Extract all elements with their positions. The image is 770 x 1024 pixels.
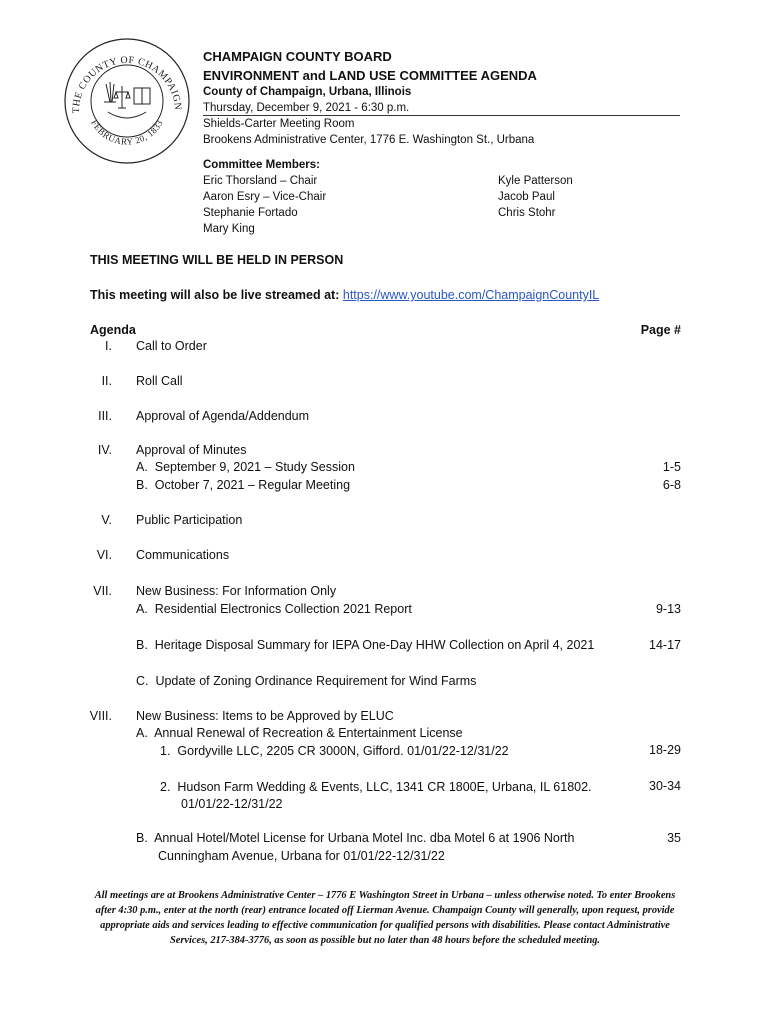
- seal-top-text: THE COUNTY OF CHAMPAIGN: [70, 54, 184, 114]
- subitem-letter: B.: [136, 478, 148, 492]
- svg-text:FEBRUARY 20, 1833: [89, 118, 165, 147]
- committee-member: Mary King: [203, 223, 255, 235]
- committee-member: Chris Stohr: [498, 207, 556, 219]
- committee-member: Stephanie Fortado: [203, 207, 298, 219]
- agenda-item-title: Communications: [136, 548, 230, 562]
- agenda-heading: Agenda: [90, 323, 136, 337]
- committee-member: Jacob Paul: [498, 191, 555, 203]
- agenda-subitem: [136, 726, 463, 740]
- subitem-page: 9-13: [655, 602, 681, 616]
- subitem-letter: C.: [136, 674, 149, 688]
- subitem-text: Annual Hotel/Motel License for Urbana Motel Inc. dba Motel 6 at 1906 North: [154, 831, 575, 845]
- svg-text:SEAL OF THE COUNTY OF CHAMPAIG: [62, 36, 183, 113]
- in-person-notice: THIS MEETING WILL BE HELD IN PERSON: [90, 253, 344, 267]
- agenda-subsubitem: [160, 779, 592, 796]
- subitem-letter: B.: [136, 831, 148, 845]
- subitem-page: 1-5: [662, 460, 681, 474]
- subitem-letter: A.: [136, 726, 148, 740]
- county-seal: [62, 36, 192, 166]
- subitem-text: Annual Renewal of Recreation & Entertainment License: [154, 726, 463, 740]
- committee-member: Kyle Patterson: [498, 175, 573, 187]
- subitem-text: Residential Electronics Collection 2021 Report: [154, 602, 412, 616]
- subitem-page: 14-17: [649, 638, 681, 652]
- agenda-item-number: VII.: [93, 584, 112, 598]
- committee-member: Aaron Esry – Vice-Chair: [203, 191, 327, 203]
- agenda-title: ENVIRONMENT and LAND USE COMMITTEE AGENDA: [203, 68, 537, 83]
- subitem-page: 30-34: [649, 779, 681, 793]
- agenda-subitem: [136, 602, 412, 616]
- subitem-letter: A.: [136, 602, 148, 616]
- youtube-link[interactable]: https://www.youtube.com/ChampaignCountyIL: [342, 288, 600, 302]
- subitem-letter: B.: [136, 638, 148, 652]
- subitem-text: October 7, 2021 – Regular Meeting: [154, 478, 351, 492]
- agenda-item-title: Approval of Minutes: [136, 443, 247, 457]
- committee-member: Eric Thorsland – Chair: [203, 175, 318, 187]
- subitem-text: September 9, 2021 – Study Session: [154, 460, 355, 474]
- agenda-subitem: [136, 674, 476, 688]
- live-stream-label: This meeting will also be live streamed at:: [90, 288, 340, 302]
- committee-label: Committee Members:: [203, 159, 320, 171]
- agenda-item-number: III.: [98, 409, 112, 423]
- subitem-page: 18-29: [649, 743, 681, 757]
- agenda-subitem: [136, 638, 594, 652]
- subsubitem-number: 2.: [160, 780, 171, 794]
- board-title: CHAMPAIGN COUNTY BOARD: [203, 49, 392, 64]
- subsubitem-text-continued: 01/01/22-12/31/22: [181, 797, 283, 811]
- agenda-subitem: [136, 478, 350, 492]
- subsubitem-number: 1.: [160, 744, 171, 758]
- subsubitem-text: Hudson Farm Wedding & Events, LLC, 1341 CR 1800E, Urbana, IL 61802.: [177, 780, 592, 794]
- subitem-page: 35: [667, 831, 681, 845]
- agenda-item-title: New Business: For Information Only: [136, 584, 337, 598]
- agenda-item-number: VIII.: [89, 709, 112, 723]
- subitem-letter: A.: [136, 460, 148, 474]
- meeting-address: Brookens Administrative Center, 1776 E. Washington St., Urbana: [203, 134, 535, 146]
- agenda-item-number: IV.: [97, 443, 112, 457]
- seal-graphic: [62, 36, 192, 166]
- agenda-item-number: V.: [101, 513, 112, 527]
- agenda-item-title: Public Participation: [136, 513, 243, 527]
- agenda-subitem: [136, 831, 574, 845]
- agenda-item-title: Call to Order: [136, 339, 207, 353]
- county-location: County of Champaign, Urbana, Illinois: [203, 86, 412, 98]
- subsubitem-text: Gordyville LLC, 2205 CR 3000N, Gifford. 01/01/22-12/31/22: [177, 744, 509, 758]
- agenda-item-number: I.: [105, 339, 112, 353]
- subitem-text-continued: Cunningham Avenue, Urbana for 01/01/22-12/31/22: [158, 849, 445, 863]
- subitem-page: 6-8: [662, 478, 681, 492]
- seal-bottom-text: FEBRUARY 20, 1833: [89, 118, 165, 147]
- agenda-item-title: Roll Call: [136, 374, 183, 388]
- agenda-item-title: Approval of Agenda/Addendum: [136, 409, 310, 423]
- agenda-item-number: II.: [101, 374, 112, 388]
- accessibility-footer-note: All meetings are at Brookens Administrative Center – 1776 E Washington Street in Urbana – unless otherwise noted. To enter Brookens after 4:30 p.m., enter at the north (rear) entrance located off Lierman Avenue. Champaign County will generally, upon request, provide appropriate aids and services leading to effective communication for qualified persons with disabilities. Please contact Administrative Services, 217-384-3776, as soon as possible but no later than 48 hours before the scheduled meeting.: [94, 890, 676, 946]
- agenda-subitem: [136, 460, 355, 474]
- meeting-room: Shields-Carter Meeting Room: [203, 118, 355, 130]
- subitem-text: Update of Zoning Ordinance Requirement for Wind Farms: [155, 674, 477, 688]
- meeting-date: Thursday, December 9, 2021 - 6:30 p.m.: [203, 102, 410, 114]
- subitem-text: Heritage Disposal Summary for IEPA One-Day HHW Collection on April 4, 2021: [154, 638, 595, 652]
- agenda-item-number: VI.: [96, 548, 112, 562]
- agenda-item-title: New Business: Items to be Approved by ELUC: [136, 709, 394, 723]
- live-stream-notice: [90, 287, 599, 304]
- page-number-heading: Page #: [640, 323, 681, 337]
- agenda-subsubitem: [160, 743, 509, 760]
